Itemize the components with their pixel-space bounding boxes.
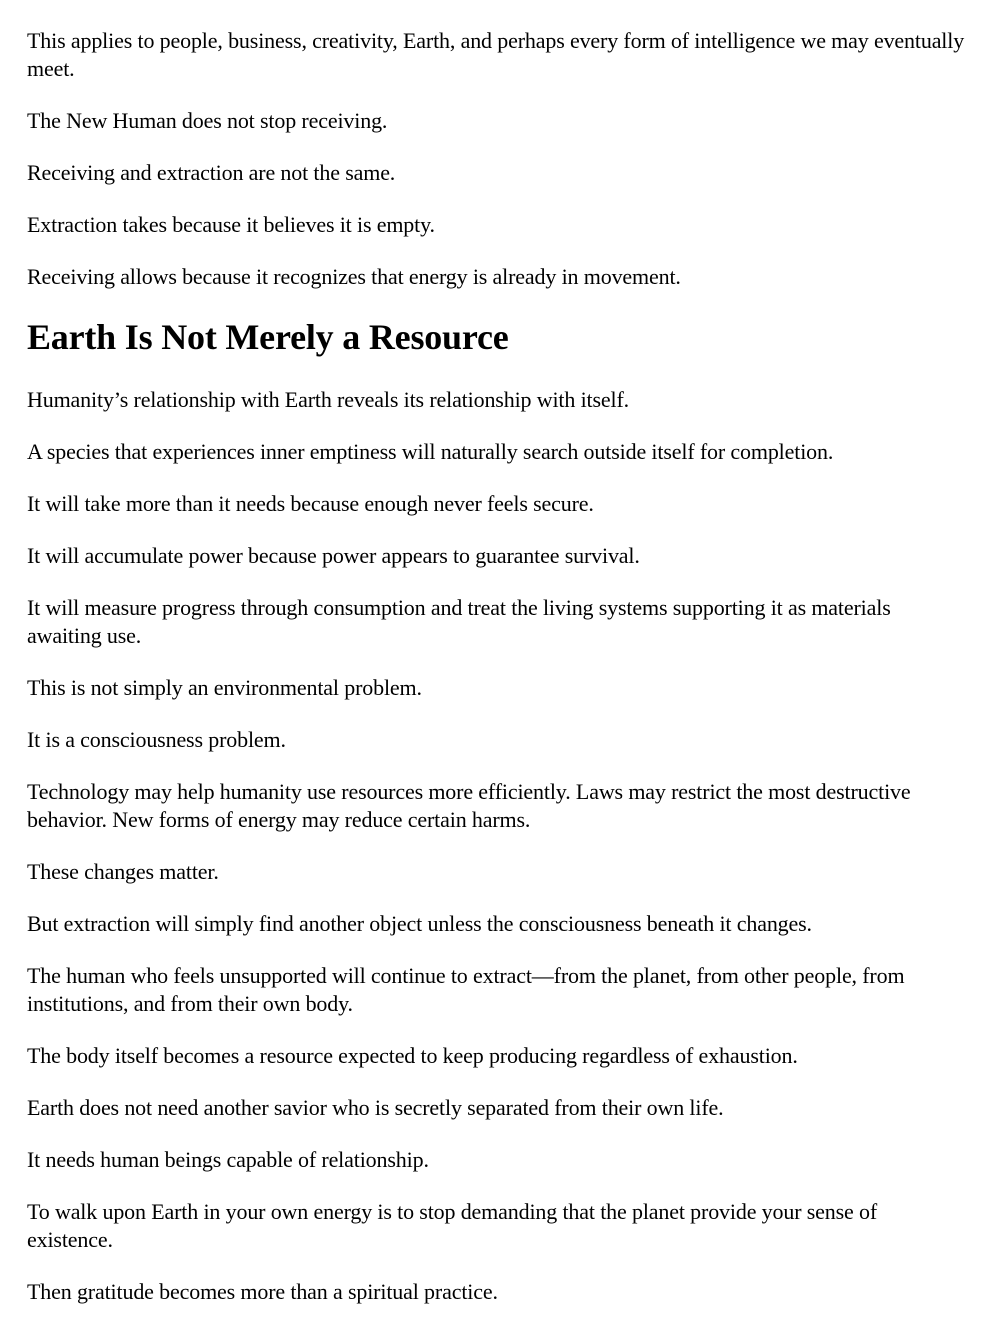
paragraph: The human who feels unsupported will continue to extract—from the planet, from other people, from institutions, and from their own body.: [27, 963, 905, 1016]
paragraph: Technology may help humanity use resources more efficiently. Laws may restrict the most destructive behavior. New forms of energy may reduce certain harms.: [27, 779, 911, 832]
paragraph: This is not simply an environmental problem.: [27, 675, 422, 700]
paragraph: A species that experiences inner emptiness will naturally search outside itself for completion.: [27, 439, 834, 464]
paragraph: To walk upon Earth in your own energy is to stop demanding that the planet provide your sense of existence.: [27, 1199, 878, 1252]
paragraph: The New Human does not stop receiving.: [27, 108, 388, 133]
paragraph: These changes matter.: [27, 859, 219, 884]
paragraph: Earth does not need another savior who is secretly separated from their own life.: [27, 1095, 724, 1120]
paragraph: But extraction will simply find another object unless the consciousness beneath it changes.: [27, 911, 812, 936]
paragraph: Receiving allows because it recognizes that energy is already in movement.: [27, 264, 681, 289]
paragraph: This applies to people, business, creativity, Earth, and perhaps every form of intelligence we may eventually meet.: [27, 28, 965, 81]
paragraph: It is a consciousness problem.: [27, 727, 286, 752]
paragraph: The body itself becomes a resource expected to keep producing regardless of exhaustion.: [27, 1043, 798, 1068]
paragraph: Receiving and extraction are not the same.: [27, 160, 396, 185]
section-heading: Earth Is Not Merely a Resource: [27, 317, 509, 357]
paragraph: It will take more than it needs because enough never feels secure.: [27, 491, 594, 516]
paragraph: It will accumulate power because power appears to guarantee survival.: [27, 543, 640, 568]
paragraph: Humanity’s relationship with Earth reveals its relationship with itself.: [27, 387, 630, 412]
paragraph: Then gratitude becomes more than a spiritual practice.: [27, 1279, 498, 1304]
paragraph: Extraction takes because it believes it is empty.: [27, 212, 435, 237]
paragraph: It needs human beings capable of relationship.: [27, 1147, 429, 1172]
paragraph: It will measure progress through consumption and treat the living systems supporting it as materials awaiting use.: [27, 595, 891, 648]
